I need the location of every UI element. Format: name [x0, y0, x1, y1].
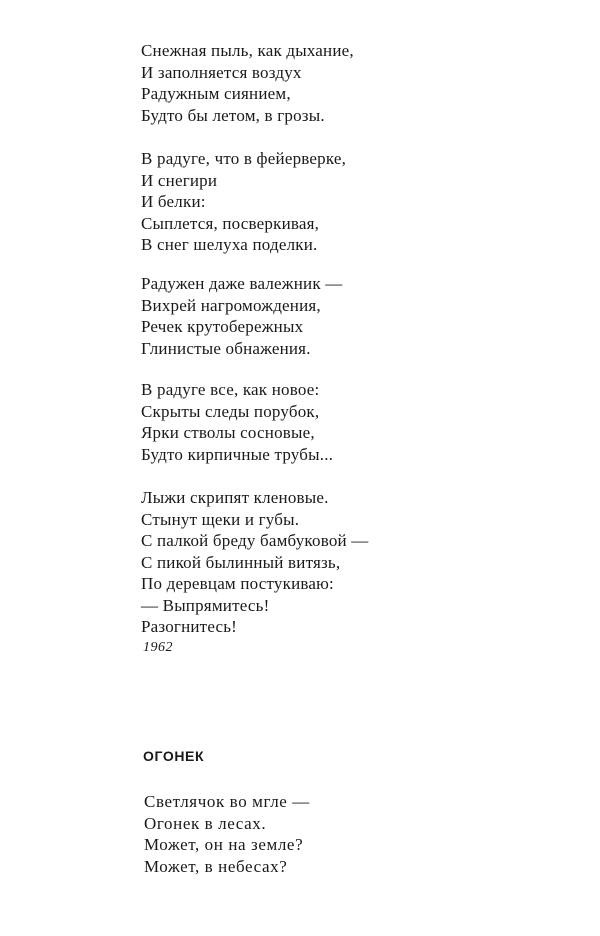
verse-line: Будто бы летом, в грозы.: [141, 105, 325, 125]
verse-line: Может, в небесах?: [144, 856, 288, 876]
poem-date: 1962: [143, 640, 173, 655]
verse-line: Разогнитесь!: [141, 617, 238, 636]
poem1-stanza-1: [141, 40, 354, 126]
poem1-stanza-4: [141, 379, 333, 465]
verse-line: В снег шелуха поделки.: [141, 235, 318, 254]
verse-line: Светлячок во мгле —: [144, 792, 310, 811]
verse-line: Ярки стволы сосновые,: [141, 423, 315, 442]
poem-title: ОГОНЕК: [143, 748, 205, 764]
verse-line: Радужен даже валежник —: [141, 274, 343, 293]
verse-line: Скрыты следы порубок,: [141, 401, 320, 421]
verse-line: — Выпрямитесь!: [141, 595, 270, 615]
poem1-stanza-5: [141, 487, 369, 638]
verse-line: Вихрей нагромождения,: [141, 295, 321, 315]
verse-line: И заполняется воздух: [141, 62, 302, 82]
verse-line: С палкой бреду бамбуковой —: [141, 531, 369, 550]
poem1-stanza-3: [141, 273, 342, 359]
verse-line: Сыплется, посверкивая,: [141, 213, 320, 233]
verse-line: Будто кирпичные трубы...: [141, 444, 334, 464]
verse-line: В радуге, что в фейерверке,: [141, 149, 347, 168]
verse-line: Может, он на земле?: [144, 835, 304, 854]
poem2-stanza-1: [144, 791, 310, 877]
verse-line: Речек крутобережных: [141, 317, 304, 336]
verse-line: С пикой былинный витязь,: [141, 552, 341, 572]
poem1-stanza-2: [141, 148, 346, 256]
verse-line: Глинистые обнажения.: [141, 338, 311, 358]
verse-line: Стынут щеки и губы.: [141, 509, 300, 529]
verse-line: И снегири: [141, 170, 218, 190]
verse-line: В радуге все, как новое:: [141, 380, 320, 399]
verse-line: По деревцам постукиваю:: [141, 574, 334, 593]
verse-line: И белки:: [141, 192, 206, 211]
verse-line: Снежная пыль, как дыхание,: [141, 41, 354, 60]
verse-line: Огонек в лесах.: [144, 813, 267, 833]
verse-line: Радужным сиянием,: [141, 84, 291, 103]
verse-line: Лыжи скрипят кленовые.: [141, 488, 329, 507]
